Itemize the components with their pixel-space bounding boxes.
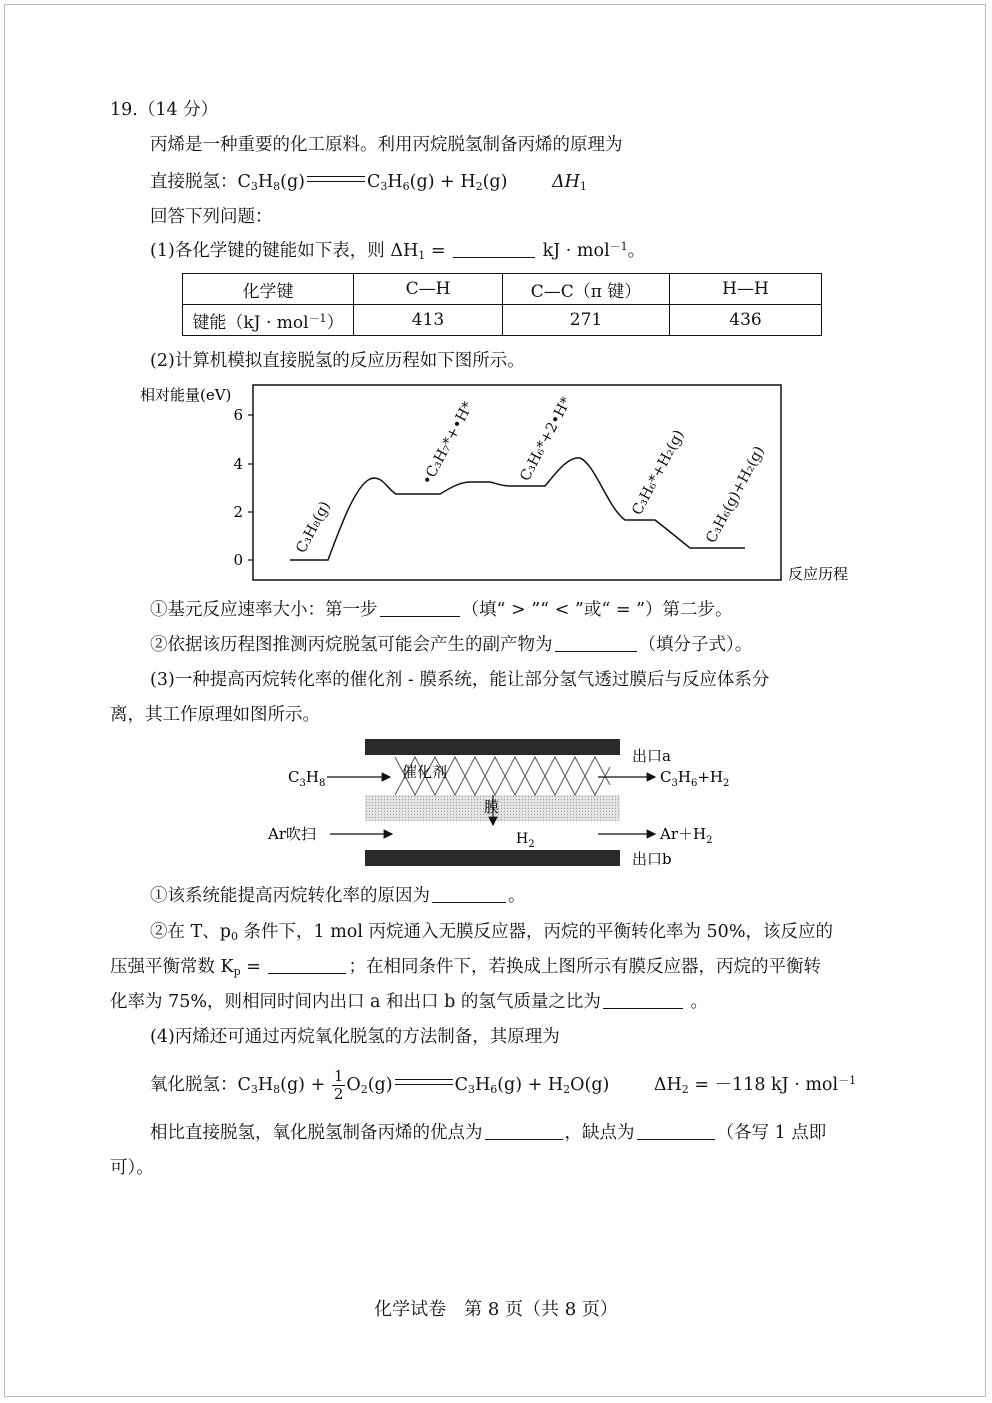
answer-blank-byproduct[interactable] [555, 635, 637, 652]
outlet-a-products: $C_3H_6+H_2$ [660, 768, 730, 789]
h2-permeate-label: $H_2$ [516, 831, 535, 850]
part3-line2: 离，其工作原理如图所示。 [110, 705, 320, 725]
energy-ylabel: 相对能量(eV) [140, 386, 232, 404]
outlet-b-products: $Ar+H_2$ [660, 825, 713, 846]
answer-blank-reason[interactable] [432, 886, 506, 903]
energy-xlabel: 反应历程 [788, 565, 849, 583]
part2-q1: ①基元反应速率大小：第一步 （填“ > ”“ < ”或“ = ”）第二步。 [150, 600, 733, 620]
answer-blank-mass-ratio[interactable] [603, 992, 683, 1009]
direct-label: 直接脱氢： [150, 172, 238, 192]
part4-question-end: 可）。 [110, 1158, 154, 1178]
question-header: 19.（14 分） [110, 100, 219, 120]
top-wall [365, 739, 620, 755]
ytick-label: 0 [233, 551, 243, 569]
part3-q2-line2: 压强平衡常数 $K_p$ = ；在相同条件下，若换成上图所示有膜反应器，丙烷的平衡转 [110, 957, 821, 978]
outlet-a-label: 出口a [632, 747, 671, 765]
bottom-wall [365, 850, 620, 866]
ytick-label: 6 [233, 406, 243, 424]
intro-text: 丙烯是一种重要的化工原料。利用丙烷脱氢制备丙烯的原理为 [150, 135, 623, 155]
table-cell: 键能（kJ · mol$^{-1}$） [183, 305, 354, 336]
ar-sweep-label: Ar吹扫 [268, 825, 317, 843]
outlet-b-label: 出口b [632, 850, 672, 868]
answer-prompt: 回答下列问题： [150, 207, 273, 227]
answer-blank-advantage[interactable] [485, 1123, 563, 1140]
species-label: C₃H₆*+H₂(g) [629, 427, 688, 518]
answer-blank-disadvantage[interactable] [637, 1123, 715, 1140]
part1-text: (1)各化学键的键能如下表，则 ΔH [150, 241, 419, 261]
ytick-label: 4 [233, 455, 243, 473]
table-cell: 436 [670, 305, 822, 336]
species-label: •C₃H₇*+•H* [419, 399, 477, 488]
membrane-label: 膜 [484, 798, 500, 816]
fraction-half: $\frac{1}{2}$ [333, 1067, 344, 1103]
part4-question: 相比直接脱氢，氧化脱氢制备丙烯的优点为 ，缺点为 （各写 1 点即 [150, 1123, 827, 1143]
part2-q2: ②依据该历程图推测丙烷脱氢可能会产生的副产物为 （填分子式）。 [150, 635, 753, 655]
answer-blank-rate[interactable] [380, 600, 460, 617]
part1-unit: kJ · mol [542, 241, 610, 261]
table-cell: C—H [354, 274, 503, 305]
species-label: C₃H₈(g) [293, 498, 334, 556]
answer-blank-dh1[interactable] [453, 241, 535, 258]
direct-dehydrogenation-equation: 直接脱氢：$C_3H_8(g) C_3H_6(g) + H_2(g)$ $\Delta H_1$ [150, 172, 587, 193]
part1-question: (1)各化学键的键能如下表，则 $\Delta H_1$ = kJ · mol$^{-1}$。 [150, 240, 646, 262]
answer-blank-kp[interactable] [268, 957, 346, 974]
part4-text: (4)丙烯还可通过丙烷氧化脱氢的方法制备，其原理为 [150, 1027, 560, 1047]
table-cell: 化学键 [183, 274, 354, 305]
part3-q2-line3: 化率为 75%，则相同时间内出口 a 和出口 b 的氢气质量之比为 。 [110, 992, 708, 1012]
catalyst-label: 催化剂 [402, 763, 448, 781]
part2-text: (2)计算机模拟直接脱氢的反应历程如下图所示。 [150, 351, 525, 371]
part3-q1: ①该系统能提高丙烷转化率的原因为 。 [150, 886, 526, 906]
part3-q2-line1: ②在 T、$p_0$ 条件下，1 mol 丙烷通入无膜反应器，丙烷的平衡转化率为 50%，该反应的 [150, 922, 833, 943]
table-cell: 413 [354, 305, 503, 336]
oxidative-dehydrogenation-equation: 氧化脱氢：$C_3H_8(g)$ + $\frac{1}{2}$ $O_2(g) C_3H_6(g) + H_2O(g)$ $\Delta H_2 = -118$ kJ · mol$^{-1}$ [150, 1067, 857, 1103]
energy-curve [290, 458, 745, 560]
table-row [183, 305, 822, 336]
table-cell: C—C（π 键） [503, 274, 670, 305]
bond-energy-table [182, 273, 822, 336]
feed-label: $C_3H_8$ [288, 768, 326, 789]
energy-profile-diagram [130, 378, 870, 590]
membrane-reactor-diagram [260, 735, 760, 875]
species-label: C₃H₆*+2•H* [517, 394, 575, 484]
page-footer: 化学试卷 第 8 页（共 8 页） [374, 1299, 618, 1320]
table-cell: H—H [670, 274, 822, 305]
table-row [183, 274, 822, 305]
part3-line1: (3)一种提高丙烷转化率的催化剂 - 膜系统，能让部分氢气透过膜后与反应体系分 [150, 670, 770, 690]
ytick-label: 2 [233, 503, 243, 521]
table-cell: 271 [503, 305, 670, 336]
species-label: C₃H₆(g)+H₂(g) [703, 443, 768, 546]
